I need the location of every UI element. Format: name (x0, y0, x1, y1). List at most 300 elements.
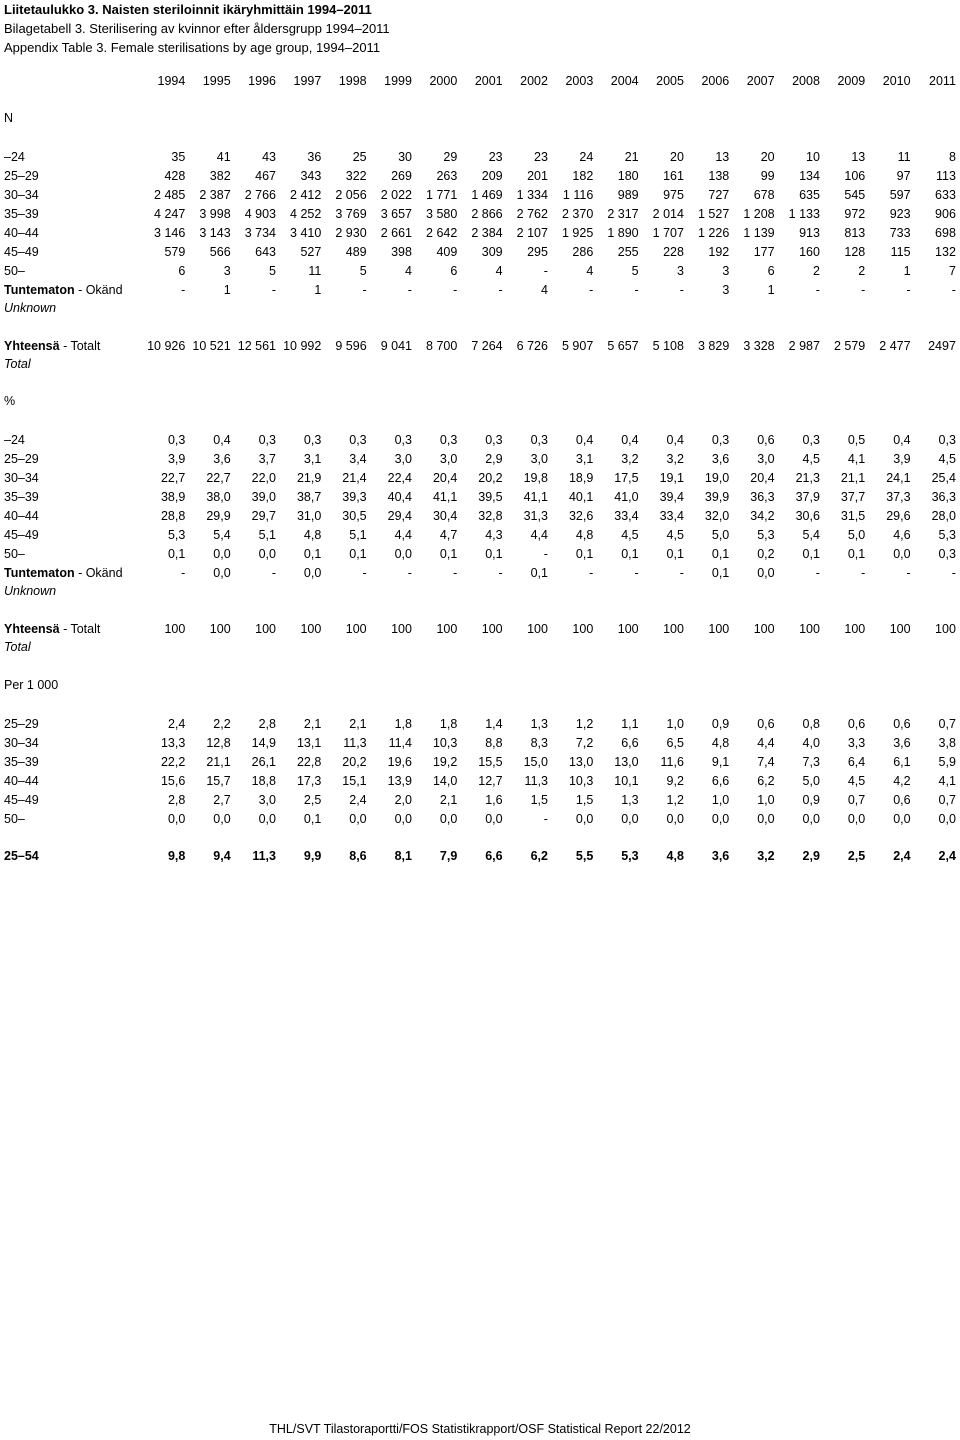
table-cell: 38,9 (160, 490, 186, 504)
table-cell: 2,0 (394, 793, 412, 807)
table-cell: 24,1 (886, 471, 911, 485)
table-cell: 31,0 (296, 509, 322, 523)
row-cells (140, 281, 956, 299)
table-cell: 913 (799, 226, 820, 240)
table-cell: 0,3 (711, 433, 730, 447)
table-cell: 20 (670, 150, 684, 164)
row-cells (140, 186, 956, 204)
total-25-54-row (0, 847, 960, 865)
table-cell: 4,4 (757, 736, 775, 750)
row-cells (140, 507, 956, 525)
table-cell: 113 (935, 169, 956, 183)
table-cell: 6 726 (516, 339, 548, 353)
table-cell: 0,0 (847, 812, 866, 826)
table-cell: 2,9 (485, 452, 503, 466)
table-cell: 180 (617, 169, 639, 183)
table-cell: 0,4 (575, 433, 594, 447)
table-cell: 1,8 (439, 717, 458, 731)
table-cell: 0,3 (802, 433, 820, 447)
row-label-bold: Tuntematon (4, 283, 75, 297)
table-row (0, 810, 960, 828)
table-cell: 2497 (928, 339, 956, 353)
table-cell: 2 579 (833, 339, 866, 353)
table-cell: 30,4 (432, 509, 458, 523)
table-cell: 43 (262, 150, 276, 164)
table-cell: 2 866 (471, 207, 503, 221)
row-cells (140, 715, 956, 733)
table-cell: 3 829 (697, 339, 730, 353)
table-cell: 2010 (882, 74, 911, 88)
table-cell: 17,3 (296, 774, 322, 788)
table-cell: 11,3 (252, 849, 276, 863)
table-cell: 2,8 (258, 717, 276, 731)
table-cell: 33,4 (659, 509, 684, 523)
table-cell: 975 (663, 188, 684, 202)
table-cell: 22,8 (296, 755, 322, 769)
table-cell: 7,2 (575, 736, 594, 750)
table-cell: 8,8 (485, 736, 503, 750)
table-cell: 0,0 (711, 812, 730, 826)
table-cell: 7 264 (471, 339, 503, 353)
table-cell: 21,1 (206, 755, 231, 769)
table-cell: 4 903 (244, 207, 276, 221)
table-cell: 8,1 (394, 849, 412, 863)
table-cell: 0,0 (258, 547, 276, 561)
table-cell: 14,0 (432, 774, 458, 788)
table-cell: 39,0 (251, 490, 276, 504)
table-cell: 41,1 (523, 490, 548, 504)
table-cell: 0,6 (757, 717, 775, 731)
table-cell: 3 143 (199, 226, 231, 240)
table-cell: 0,1 (711, 547, 730, 561)
table-row (0, 469, 960, 487)
table-cell: 100 (663, 622, 684, 636)
table-cell: - (906, 566, 911, 580)
table-row (0, 507, 960, 525)
table-cell: 5,1 (258, 528, 276, 542)
table-cell: 15,1 (342, 774, 367, 788)
table-cell: 12,7 (478, 774, 503, 788)
table-cell: 100 (799, 622, 820, 636)
row-cells (140, 526, 956, 544)
table-cell: 39,5 (478, 490, 503, 504)
table-cell: 4,4 (530, 528, 548, 542)
title-swedish: Bilagetabell 3. Sterilisering av kvinnor efter åldersgrupp 1994–2011 (4, 21, 390, 36)
table-cell: 2008 (792, 74, 820, 88)
row-label: –24 (4, 433, 25, 447)
table-cell: 0,9 (711, 717, 730, 731)
table-cell: 36,3 (931, 490, 956, 504)
table-cell: 5,5 (575, 849, 594, 863)
table-cell: 29,4 (387, 509, 412, 523)
table-row (0, 545, 960, 563)
table-cell: 0,7 (938, 793, 956, 807)
table-cell: 0,0 (938, 812, 956, 826)
table-cell: 3 (676, 264, 684, 278)
table-cell: 9,4 (213, 849, 231, 863)
table-cell: 3 410 (290, 226, 322, 240)
table-cell: 97 (896, 169, 911, 183)
table-cell: 9,9 (303, 849, 322, 863)
table-cell: 6,2 (530, 849, 548, 863)
table-cell: 0,1 (303, 812, 322, 826)
table-cell: 0,3 (303, 433, 322, 447)
table-cell: 2,4 (893, 849, 911, 863)
table-cell: 1,2 (575, 717, 594, 731)
table-cell: 409 (436, 245, 458, 259)
table-cell: 2 107 (516, 226, 548, 240)
table-cell: - (861, 566, 866, 580)
table-cell: 100 (527, 622, 548, 636)
table-cell: 19,2 (432, 755, 458, 769)
table-cell: 5,3 (167, 528, 186, 542)
row-cells (140, 847, 956, 865)
table-cell: 0,0 (802, 812, 820, 826)
table-cell: - (951, 283, 956, 297)
table-row (0, 186, 960, 204)
table-cell: 24 (579, 150, 594, 164)
table-cell: 100 (617, 622, 639, 636)
table-cell: 41 (216, 150, 231, 164)
table-cell: 2 317 (607, 207, 639, 221)
table-cell: - (679, 566, 684, 580)
table-cell: 2 477 (879, 339, 911, 353)
table-cell: 398 (391, 245, 412, 259)
table-cell: 1,5 (530, 793, 548, 807)
table-cell: 1999 (384, 74, 412, 88)
table-cell: 9,1 (711, 755, 730, 769)
table-cell: 0,0 (213, 566, 231, 580)
row-label: 40–44 (4, 774, 39, 788)
table-cell: 100 (708, 622, 730, 636)
table-cell: 28,0 (931, 509, 956, 523)
table-cell: 9,8 (167, 849, 186, 863)
table-cell: 4,8 (303, 528, 322, 542)
table-cell: 2000 (429, 74, 458, 88)
report-footer: THL/SVT Tilastoraportti/FOS Statistikrapport/OSF Statistical Report 22/2012 (269, 1422, 691, 1436)
row-cells (140, 791, 956, 809)
table-cell: 0,0 (439, 812, 458, 826)
table-cell: 4 (541, 283, 548, 297)
table-cell: 2007 (746, 74, 775, 88)
table-cell: 4,1 (847, 452, 866, 466)
table-cell: 2005 (656, 74, 684, 88)
row-label-bold: Tuntematon (4, 566, 75, 580)
table-cell: 0,6 (893, 793, 911, 807)
table-cell: 1,3 (621, 793, 639, 807)
table-cell: - (498, 283, 503, 297)
table-cell: 41,0 (614, 490, 639, 504)
table-cell: 3,9 (167, 452, 186, 466)
table-row (0, 753, 960, 771)
table-cell: 11,3 (524, 774, 548, 788)
table-cell: 678 (753, 188, 775, 202)
table-cell: 21,9 (296, 471, 322, 485)
table-cell: 11,3 (343, 736, 367, 750)
table-cell: - (679, 283, 684, 297)
table-cell: 5,4 (213, 528, 231, 542)
table-cell: 0,1 (711, 566, 730, 580)
table-cell: 10 992 (283, 339, 322, 353)
table-cell: 3,0 (530, 452, 548, 466)
table-cell: 4,1 (938, 774, 956, 788)
table-cell: 545 (844, 188, 866, 202)
table-cell: 3,0 (258, 793, 276, 807)
table-cell: 1 707 (652, 226, 684, 240)
table-cell: 6,6 (711, 774, 730, 788)
table-cell: 228 (663, 245, 684, 259)
table-cell: 32,8 (478, 509, 503, 523)
table-cell: 3,7 (258, 452, 276, 466)
table-row (0, 791, 960, 809)
table-cell: 4,2 (893, 774, 911, 788)
table-cell: 10 (806, 150, 820, 164)
table-cell: 4,3 (485, 528, 503, 542)
table-cell: 309 (481, 245, 503, 259)
row-cells (140, 224, 956, 242)
table-cell: 19,8 (523, 471, 548, 485)
row-label-bold: Yhteensä (4, 622, 60, 636)
table-cell: 1 (223, 283, 231, 297)
table-cell: 182 (572, 169, 594, 183)
table-cell: 0,0 (213, 812, 231, 826)
table-cell: 8 (948, 150, 956, 164)
table-cell: 100 (300, 622, 322, 636)
table-cell: 2 056 (335, 188, 367, 202)
table-cell: 35 (171, 150, 186, 164)
table-cell: 17,5 (614, 471, 639, 485)
table-cell: 0,3 (394, 433, 412, 447)
table-cell: 0,3 (530, 433, 548, 447)
table-cell: 2,2 (213, 717, 231, 731)
table-cell: 26,1 (251, 755, 276, 769)
table-row (0, 488, 960, 506)
table-cell: 3,9 (893, 452, 911, 466)
table-cell: 1 226 (697, 226, 730, 240)
table-cell: 0,6 (847, 717, 866, 731)
table-cell: - (951, 566, 956, 580)
table-cell: 3 328 (743, 339, 775, 353)
table-cell: 37,3 (886, 490, 911, 504)
table-cell: 733 (889, 226, 911, 240)
table-cell: 579 (164, 245, 186, 259)
table-cell: 7,3 (802, 755, 820, 769)
unknown-row (0, 564, 960, 582)
year-header-row (0, 72, 960, 90)
table-cell: 100 (572, 622, 594, 636)
table-cell: 0,7 (847, 793, 866, 807)
table-cell: 2,1 (349, 717, 367, 731)
table-cell: 0,4 (666, 433, 684, 447)
total-row (0, 620, 960, 638)
table-cell: 36,3 (750, 490, 775, 504)
table-cell: 428 (164, 169, 186, 183)
table-cell: 13 (851, 150, 866, 164)
table-cell: - (906, 283, 911, 297)
table-cell: 1994 (157, 74, 186, 88)
table-cell: 177 (753, 245, 775, 259)
table-cell: 0,1 (847, 547, 866, 561)
table-cell: 39,9 (704, 490, 730, 504)
table-cell: 5 (269, 264, 276, 278)
table-cell: 0,0 (258, 812, 276, 826)
table-cell: 3 769 (335, 207, 367, 221)
table-cell: 138 (708, 169, 730, 183)
row-label: 25–29 (4, 717, 39, 731)
table-cell: 6 (767, 264, 775, 278)
table-cell: 11,6 (660, 755, 684, 769)
table-cell: 22,4 (387, 471, 412, 485)
table-cell: 37,7 (840, 490, 866, 504)
table-cell: 989 (617, 188, 639, 202)
table-cell: 19,1 (659, 471, 684, 485)
table-cell: 29,9 (206, 509, 231, 523)
row-label (4, 337, 100, 355)
table-cell: - (181, 283, 186, 297)
row-label: 35–39 (4, 755, 39, 769)
table-cell: 2 987 (788, 339, 820, 353)
table-cell: 39,4 (659, 490, 684, 504)
table-cell: 4,6 (893, 528, 911, 542)
row-label: 35–39 (4, 207, 39, 221)
table-cell: 3,3 (847, 736, 866, 750)
table-cell: 4,8 (666, 849, 684, 863)
table-cell: 0,4 (621, 433, 639, 447)
table-cell: 22,2 (160, 755, 186, 769)
table-cell: 10,3 (432, 736, 458, 750)
table-cell: 2 762 (516, 207, 548, 221)
table-cell: 6,6 (485, 849, 503, 863)
table-cell: 21,1 (840, 471, 866, 485)
table-cell: 6 (178, 264, 186, 278)
row-cells (140, 431, 956, 449)
table-cell: 4,5 (847, 774, 866, 788)
table-cell: - (181, 566, 186, 580)
row-label-rest: - Totalt (59, 339, 101, 353)
table-cell: 5,4 (802, 528, 820, 542)
table-row (0, 715, 960, 733)
table-cell: 1 208 (743, 207, 775, 221)
row-label: 30–34 (4, 736, 39, 750)
table-row (0, 224, 960, 242)
section-label-n: N (4, 111, 14, 125)
table-cell: 106 (844, 169, 866, 183)
table-cell: 5 907 (562, 339, 594, 353)
table-cell: 0,3 (938, 547, 956, 561)
table-cell: 31,3 (523, 509, 548, 523)
table-cell: 37,9 (795, 490, 820, 504)
table-cell: 1 (903, 264, 911, 278)
table-row (0, 167, 960, 185)
row-cells (140, 488, 956, 506)
row-label: 30–34 (4, 188, 39, 202)
table-cell: 1,8 (394, 717, 412, 731)
table-cell: 1 116 (562, 188, 594, 202)
table-cell: 0,9 (802, 793, 820, 807)
title-finnish: Liitetaulukko 3. Naisten steriloinnit ikäryhmittäin 1994–2011 (4, 2, 372, 17)
row-label-rest: - Totalt (59, 622, 101, 636)
table-row (0, 243, 960, 261)
table-cell: 31,5 (840, 509, 866, 523)
table-cell: 4 247 (154, 207, 186, 221)
table-cell: 633 (935, 188, 956, 202)
table-cell: 23 (488, 150, 503, 164)
table-cell: 1,0 (757, 793, 775, 807)
table-cell: 10 521 (192, 339, 231, 353)
table-cell: 160 (799, 245, 820, 259)
table-cell: - (498, 566, 503, 580)
title-english: Appendix Table 3. Female sterilisations by age group, 1994–2011 (4, 40, 381, 55)
table-row (0, 148, 960, 166)
row-cells (140, 753, 956, 771)
table-cell: 100 (391, 622, 412, 636)
table-cell: 0,1 (621, 547, 639, 561)
table-cell: 3,8 (938, 736, 956, 750)
table-cell: 0,0 (757, 812, 775, 826)
table-cell: 3 (223, 264, 231, 278)
table-cell: 698 (935, 226, 956, 240)
table-cell: - (362, 566, 367, 580)
table-cell: 4 (586, 264, 594, 278)
table-cell: 467 (255, 169, 276, 183)
table-cell: 0,0 (349, 812, 367, 826)
table-cell: 2 387 (199, 188, 231, 202)
table-cell: 209 (481, 169, 503, 183)
table-cell: 0,0 (167, 812, 186, 826)
table-cell: 0,3 (258, 433, 276, 447)
table-cell: 9 041 (380, 339, 412, 353)
row-label (4, 620, 100, 638)
table-cell: 0,1 (575, 547, 594, 561)
table-cell: 13 (715, 150, 730, 164)
table-cell: 161 (663, 169, 684, 183)
table-cell: 41,1 (432, 490, 458, 504)
table-cell: 322 (345, 169, 367, 183)
table-cell: 923 (889, 207, 911, 221)
table-cell: - (543, 547, 548, 561)
table-cell: 7,4 (757, 755, 775, 769)
row-label (4, 564, 123, 582)
table-cell: 643 (255, 245, 276, 259)
table-cell: 8,3 (530, 736, 548, 750)
table-cell: 0,3 (439, 433, 458, 447)
table-cell: 3,1 (303, 452, 322, 466)
table-cell: 9 596 (335, 339, 367, 353)
table-cell: 0,4 (893, 433, 911, 447)
table-cell: - (815, 283, 820, 297)
table-cell: 0,7 (938, 717, 956, 731)
row-label-rest: - Okänd (74, 566, 123, 580)
table-cell: 0,1 (349, 547, 367, 561)
table-cell: 4,0 (802, 736, 820, 750)
table-cell: 10,1 (614, 774, 639, 788)
table-cell: 2 642 (426, 226, 458, 240)
table-cell: 40,4 (387, 490, 412, 504)
table-cell: 1 139 (743, 226, 775, 240)
table-cell: 22,7 (160, 471, 186, 485)
table-cell: 1,6 (485, 793, 503, 807)
table-cell: 1 890 (607, 226, 639, 240)
table-cell: 4 (495, 264, 503, 278)
table-cell: 3,6 (893, 736, 911, 750)
table-cell: 2,5 (847, 849, 866, 863)
table-cell: 1 527 (697, 207, 730, 221)
table-cell: 40,1 (568, 490, 594, 504)
row-cells (140, 243, 956, 261)
row-cells (140, 564, 956, 582)
table-cell: 3,6 (711, 452, 730, 466)
table-cell: 0,1 (439, 547, 458, 561)
